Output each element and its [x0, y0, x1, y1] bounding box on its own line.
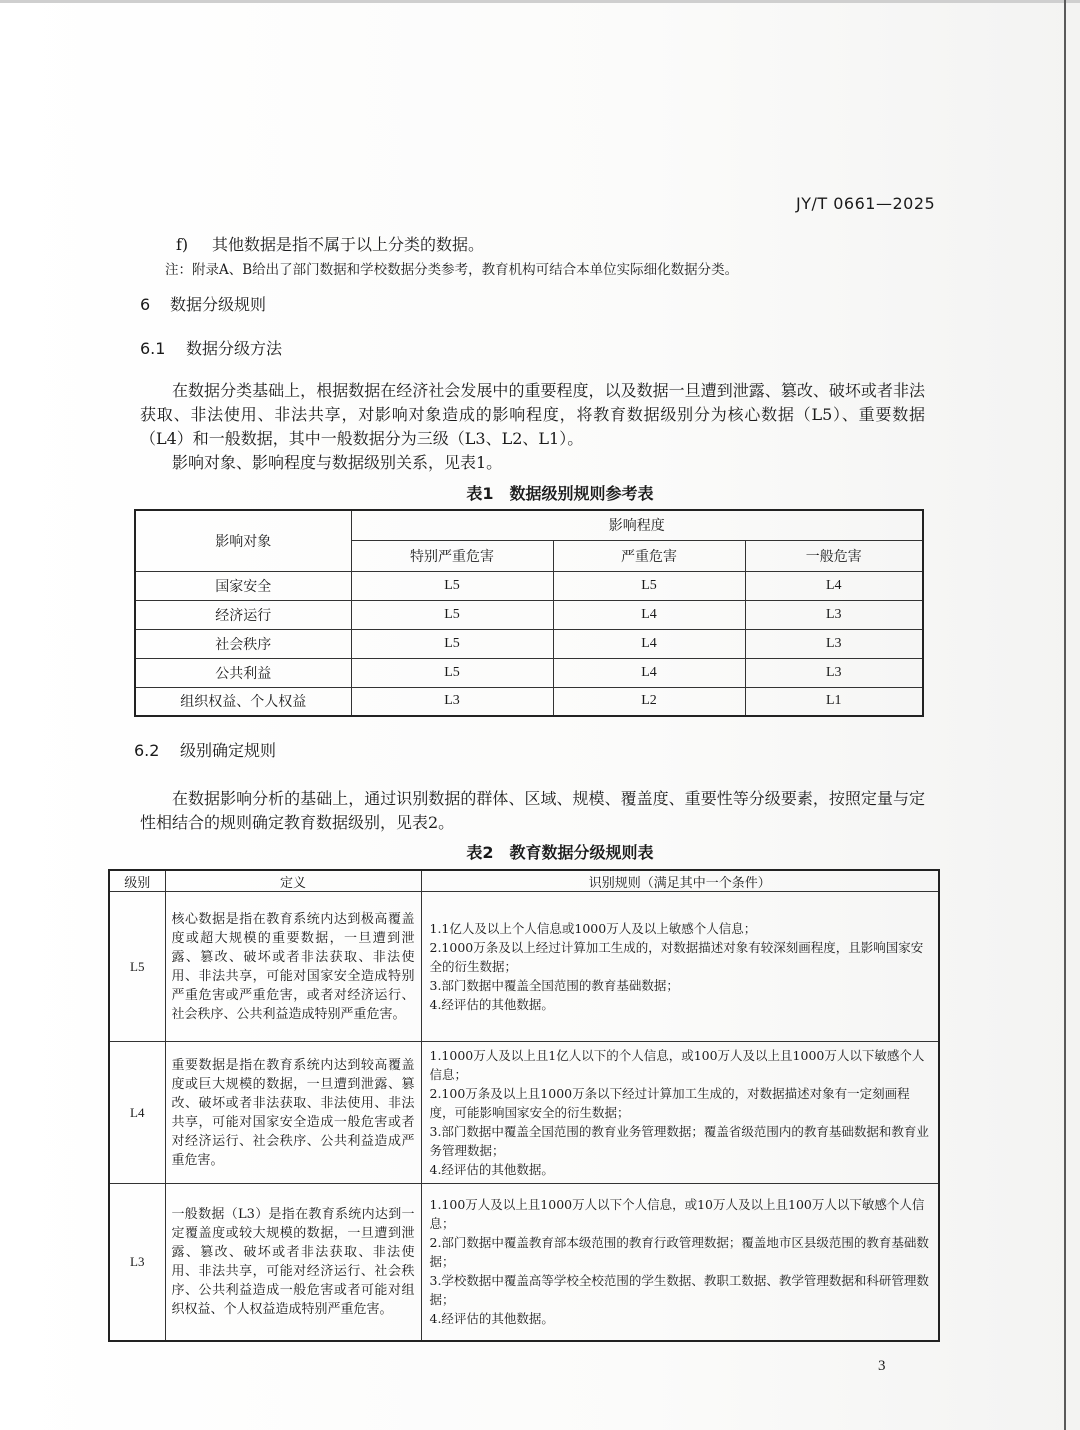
rule-item: 2.部门数据中覆盖教育部本级范围的教育行政管理数据；覆盖地市区县级范围的教育基础数据；	[429, 1235, 929, 1270]
list-item-text: 其他数据是指不属于以上分类的数据。	[212, 235, 485, 254]
cell-value: L3	[351, 687, 553, 716]
table-row	[135, 629, 923, 658]
rule-item: 4.经评估的其他数据。	[429, 1162, 554, 1177]
rule-item: 3.部门数据中覆盖全国范围的教育业务管理数据；覆盖省级范围内的教育基础数据和教育业务管理数据；	[429, 1124, 929, 1158]
table-row	[135, 571, 923, 600]
rule-item: 1.1亿人及以上个人信息或1000万人及以上敏感个人信息；	[429, 921, 757, 936]
row-object: 社会秩序	[135, 629, 351, 658]
standard-number: JY/T 0661—2025	[796, 194, 936, 213]
rule-item: 2.100万条及以上且1000万条以下经过计算加工生成的，对数据描述对象有一定刻画程度，可能影响国家安全的衍生数据；	[429, 1086, 910, 1120]
cell-value: L5	[351, 600, 553, 629]
definition-cell: 核心数据是指在教育系统内达到极高覆盖度或超大规模的重要数据，一旦遭到泄露、篡改、破坏或者非法获取、非法使用、非法共享，可能对国家安全造成特别严重危害或严重危害，或者对经济运行、社会秩序、公共利益造成特别严重危害。	[165, 892, 421, 1042]
section-6-heading	[140, 292, 266, 315]
rule-item: 2.1000万条及以上经过计算加工生成的，对数据描述对象有较深刻画程度，且影响国家安全的衍生数据；	[429, 940, 924, 974]
header-impact-degree: 影响程度	[351, 510, 923, 540]
section-title: 数据分级方法	[186, 339, 283, 358]
cell-value: L3	[745, 658, 923, 687]
cell-value: L3	[745, 600, 923, 629]
table-row	[109, 1042, 939, 1184]
level-cell: L3	[109, 1184, 165, 1341]
cell-value: L2	[553, 687, 745, 716]
definition-cell: 重要数据是指在教育系统内达到较高覆盖度或巨大规模的数据，一旦遭到泄露、篡改、破坏或者非法获取、非法使用、非法共享，可能对国家安全造成一般危害或者对经济运行、社会秩序、公共利益造成严重危害。	[165, 1042, 421, 1184]
row-object: 公共利益	[135, 658, 351, 687]
cell-value: L5	[351, 658, 553, 687]
table-1-caption: 表1 数据级别规则参考表	[466, 484, 654, 503]
rules-cell	[421, 892, 939, 1042]
paragraph: 影响对象、影响程度与数据级别关系，见表1。	[172, 453, 503, 472]
section-title: 级别确定规则	[180, 741, 277, 760]
table-row	[135, 658, 923, 687]
note-text: 注：附录A、B给出了部门数据和学校数据分类参考，教育机构可结合本单位实际细化数据分类。	[165, 262, 739, 278]
table-row	[109, 1184, 939, 1341]
section-number: 6	[140, 295, 151, 314]
level-cell: L5	[109, 892, 165, 1042]
table-1	[134, 509, 924, 717]
rule-item: 1.100万人及以上且1000万人以下个人信息，或10万人及以上且100万人以下敏感个人信息；	[429, 1197, 925, 1232]
paragraph: 在数据分类基础上，根据数据在经济社会发展中的重要程度，以及数据一旦遭到泄露、篡改、破坏或者非法获取、非法使用、非法共享，对影响对象造成的影响程度，将教育数据级别分为核心数据（L5）、重要数据（L4）和一般数据，其中一般数据分为三级（L3、L2、L1）。	[140, 381, 925, 448]
rules-cell	[421, 1184, 939, 1341]
rule-item: 3.部门数据中覆盖全国范围的教育基础数据；	[429, 978, 679, 993]
table-row	[109, 892, 939, 1042]
page-number: 3	[878, 1358, 886, 1374]
row-object: 经济运行	[135, 600, 351, 629]
cell-value: L5	[351, 629, 553, 658]
header-level: 级别	[109, 870, 165, 892]
cell-value: L4	[553, 658, 745, 687]
header-rules: 识别规则（满足其中一个条件）	[421, 870, 939, 892]
rules-cell	[421, 1042, 939, 1184]
cell-value: L5	[351, 571, 553, 600]
rule-item: 4.经评估的其他数据。	[429, 997, 554, 1012]
header-impact-object: 影响对象	[135, 510, 351, 571]
row-object: 组织权益、个人权益	[135, 687, 351, 716]
cell-value: L5	[553, 571, 745, 600]
section-6-2-body	[140, 787, 925, 835]
header-definition: 定义	[165, 870, 421, 892]
table-2-caption: 表2 教育数据分级规则表	[466, 843, 654, 862]
level-cell: L4	[109, 1042, 165, 1184]
scan-edge-top	[0, 0, 1080, 3]
paragraph: 在数据影响分析的基础上，通过识别数据的群体、区域、规模、覆盖度、重要性等分级要素，按照定量与定性相结合的规则确定教育数据级别，见表2。	[140, 789, 925, 832]
definition-cell: 一般数据（L3）是指在教育系统内达到一定覆盖度或较大规模的数据，一旦遭到泄露、篡改、破坏或者非法获取、非法使用、非法共享，可能对经济运行、社会秩序、公共利益造成一般危害或者可能对组织权益、个人权益造成特别严重危害。	[165, 1184, 421, 1341]
section-title: 数据分级规则	[170, 295, 267, 314]
header-col: 特别严重危害	[351, 540, 553, 571]
section-6-1-heading	[140, 336, 282, 359]
list-item-f	[176, 232, 484, 255]
table-2	[108, 869, 940, 1342]
cell-value: L3	[745, 629, 923, 658]
cell-value: L4	[745, 571, 923, 600]
list-item-label: f)	[176, 235, 189, 254]
row-object: 国家安全	[135, 571, 351, 600]
section-6-1-body	[140, 379, 925, 475]
section-number: 6.2	[134, 741, 160, 760]
table-row	[135, 687, 923, 716]
section-6-2-heading	[134, 738, 276, 761]
rule-item: 1.1000万人及以上且1亿人以下的个人信息，或100万人及以上且1000万人以下敏感个人信息；	[429, 1048, 925, 1082]
rule-item: 4.经评估的其他数据。	[429, 1311, 554, 1327]
rule-item: 3.学校数据中覆盖高等学校全校范围的学生数据、教职工数据、教学管理数据和科研管理数据；	[429, 1273, 929, 1308]
section-number: 6.1	[140, 339, 166, 358]
header-col: 一般危害	[745, 540, 923, 571]
cell-value: L1	[745, 687, 923, 716]
cell-value: L4	[553, 600, 745, 629]
cell-value: L4	[553, 629, 745, 658]
header-col: 严重危害	[553, 540, 745, 571]
table-row	[135, 600, 923, 629]
scan-edge-right	[1064, 0, 1066, 1430]
